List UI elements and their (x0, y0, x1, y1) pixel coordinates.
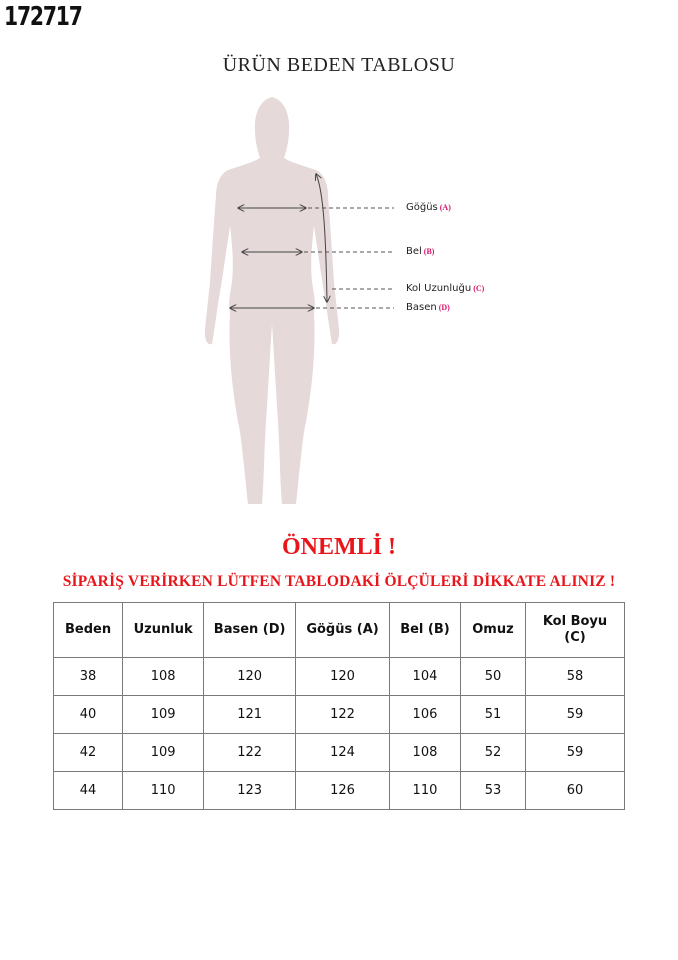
label-gogus: Göğüs (A) (406, 202, 451, 213)
header-kol-boyu: Kol Boyu (C) (525, 603, 624, 658)
table-cell: 122 (296, 696, 390, 734)
table-cell: 51 (460, 696, 525, 734)
table-cell: 60 (525, 772, 624, 810)
table-cell: 42 (54, 734, 123, 772)
table-cell: 110 (389, 772, 460, 810)
header-bel: Bel (B) (389, 603, 460, 658)
label-bel: Bel (B) (406, 246, 435, 257)
table-row (54, 696, 625, 734)
table-cell: 109 (123, 734, 204, 772)
table-cell: 104 (389, 658, 460, 696)
table-row (54, 658, 625, 696)
product-code: 172717 (4, 2, 82, 32)
table-cell: 38 (54, 658, 123, 696)
table-cell: 120 (204, 658, 296, 696)
table-cell: 108 (389, 734, 460, 772)
table-cell: 109 (123, 696, 204, 734)
table-cell: 123 (204, 772, 296, 810)
table-cell: 59 (525, 734, 624, 772)
table-cell: 122 (204, 734, 296, 772)
table-cell: 126 (296, 772, 390, 810)
table-cell: 40 (54, 696, 123, 734)
warning-text: SİPARİŞ VERİRKEN LÜTFEN TABLODAKİ ÖLÇÜLERİ DİKKATE ALINIZ ! (62, 573, 616, 590)
table-cell: 120 (296, 658, 390, 696)
table-cell: 58 (525, 658, 624, 696)
header-gogus: Göğüs (A) (296, 603, 390, 658)
body-silhouette-diagram (200, 92, 510, 512)
table-header-row (54, 603, 625, 658)
table-cell: 108 (123, 658, 204, 696)
header-basen: Basen (D) (204, 603, 296, 658)
table-cell: 53 (460, 772, 525, 810)
table-row (54, 772, 625, 810)
table-cell: 50 (460, 658, 525, 696)
silhouette-shape (205, 97, 339, 504)
size-table (53, 602, 625, 810)
table-cell: 121 (204, 696, 296, 734)
table-cell: 106 (389, 696, 460, 734)
label-basen: Basen (D) (406, 302, 450, 313)
important-heading: ÖNEMLİ ! (282, 534, 396, 560)
table-cell: 52 (460, 734, 525, 772)
header-omuz: Omuz (460, 603, 525, 658)
header-beden: Beden (54, 603, 123, 658)
table-cell: 124 (296, 734, 390, 772)
page-title: ÜRÜN BEDEN TABLOSU (222, 54, 456, 76)
table-row (54, 734, 625, 772)
table-cell: 44 (54, 772, 123, 810)
table-cell: 110 (123, 772, 204, 810)
label-kol-uzunlugu: Kol Uzunluğu (C) (406, 283, 485, 294)
header-uzunluk: Uzunluk (123, 603, 204, 658)
table-cell: 59 (525, 696, 624, 734)
